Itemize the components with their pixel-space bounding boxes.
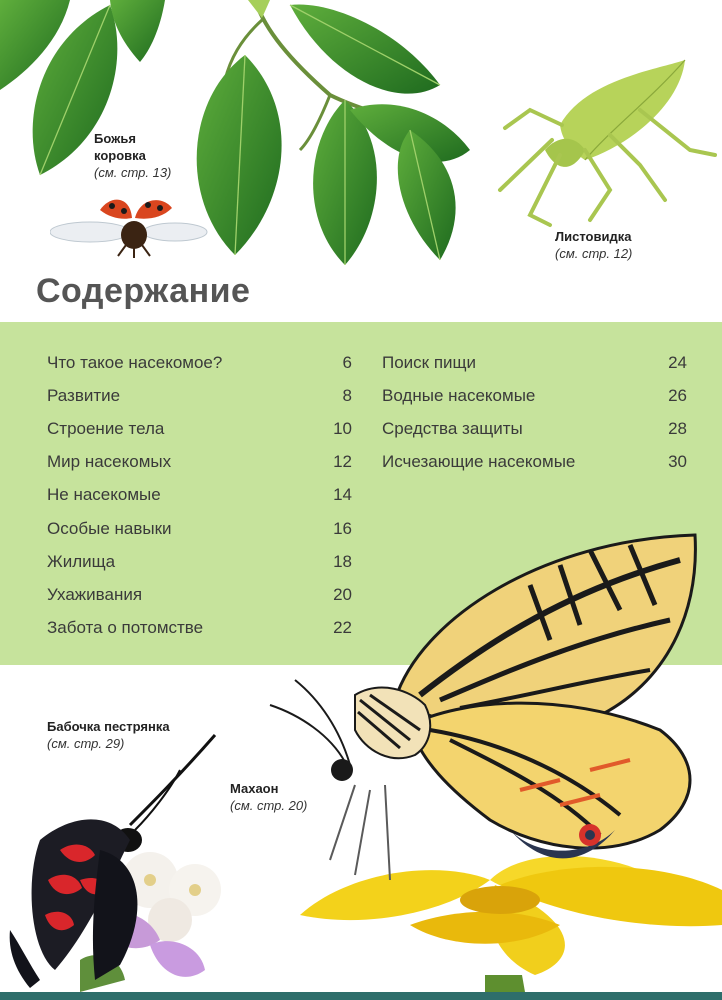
toc-entry-label: Забота о потомстве [47, 618, 204, 638]
toc-entry-page: 14 [333, 485, 352, 505]
toc-entry-page: 6 [342, 352, 352, 372]
toc-entry-label: Жилища [47, 551, 116, 571]
toc-entry-page: 16 [333, 518, 352, 538]
burnet-moth-page-ref: (см. стр. 29) [47, 736, 125, 751]
toc-title: Содержание [36, 272, 251, 310]
ladybug-caption [94, 130, 171, 181]
toc-entry-label: Не насекомые [47, 485, 161, 505]
toc-entry-page: 28 [668, 418, 687, 438]
ladybug-title-line2: коровка [94, 148, 146, 163]
leaf-insect-illustration [490, 50, 722, 230]
toc-entry-page: 20 [333, 584, 352, 604]
toc-entry-page: 10 [333, 418, 352, 438]
toc-entry-page: 24 [668, 352, 687, 372]
burnet-moth-illustration [0, 730, 250, 992]
toc-entry-label: Поиск пищи [382, 352, 477, 372]
toc-entry-label: Мир насекомых [47, 452, 172, 472]
swallowtail-title: Махаон [230, 781, 279, 796]
swallowtail-page-ref: (см. стр. 20) [230, 798, 308, 813]
toc-entry-page: 30 [668, 452, 687, 472]
toc-entry-label: Исчезающие насекомые [382, 452, 576, 472]
toc-entry[interactable] [382, 446, 687, 479]
toc-entry-page: 26 [668, 385, 687, 405]
toc-right-column [382, 346, 687, 479]
yellow-flower [300, 856, 722, 992]
leaf-insect-caption [555, 228, 632, 262]
toc-entry[interactable] [47, 446, 352, 479]
toc-entry[interactable] [47, 379, 352, 412]
toc-entry[interactable] [382, 412, 687, 445]
swallowtail-butterfly-illustration [260, 530, 722, 992]
toc-entry-label: Что такое насекомое? [47, 352, 223, 372]
toc-entry-label: Средства защиты [382, 418, 523, 438]
toc-entry-label: Развитие [47, 385, 121, 405]
toc-entry-page: 18 [333, 551, 352, 571]
page-bottom-strip [0, 992, 722, 1000]
toc-entry[interactable] [47, 412, 352, 445]
toc-entry-label: Особые навыки [47, 518, 172, 538]
toc-entry-label: Водные насекомые [382, 385, 536, 405]
toc-entry[interactable] [47, 479, 352, 512]
toc-entry-label: Ухаживания [47, 584, 143, 604]
toc-entry-page: 22 [333, 618, 352, 638]
toc-entry[interactable] [382, 346, 687, 379]
ladybug-title-line1: Божья [94, 131, 136, 146]
toc-entry[interactable] [47, 346, 352, 379]
ladybug-illustration [50, 190, 210, 260]
toc-entry-label: Строение тела [47, 418, 165, 438]
leaf-insect-page-ref: (см. стр. 12) [555, 246, 633, 261]
toc-entry-page: 8 [342, 385, 352, 405]
burnet-moth-title: Бабочка пестрянка [47, 719, 170, 734]
ladybug-page-ref: (см. стр. 13) [94, 165, 172, 180]
leaf-insect-title: Листовидка [555, 229, 632, 244]
toc-entry-page: 12 [333, 452, 352, 472]
toc-entry[interactable] [382, 379, 687, 412]
